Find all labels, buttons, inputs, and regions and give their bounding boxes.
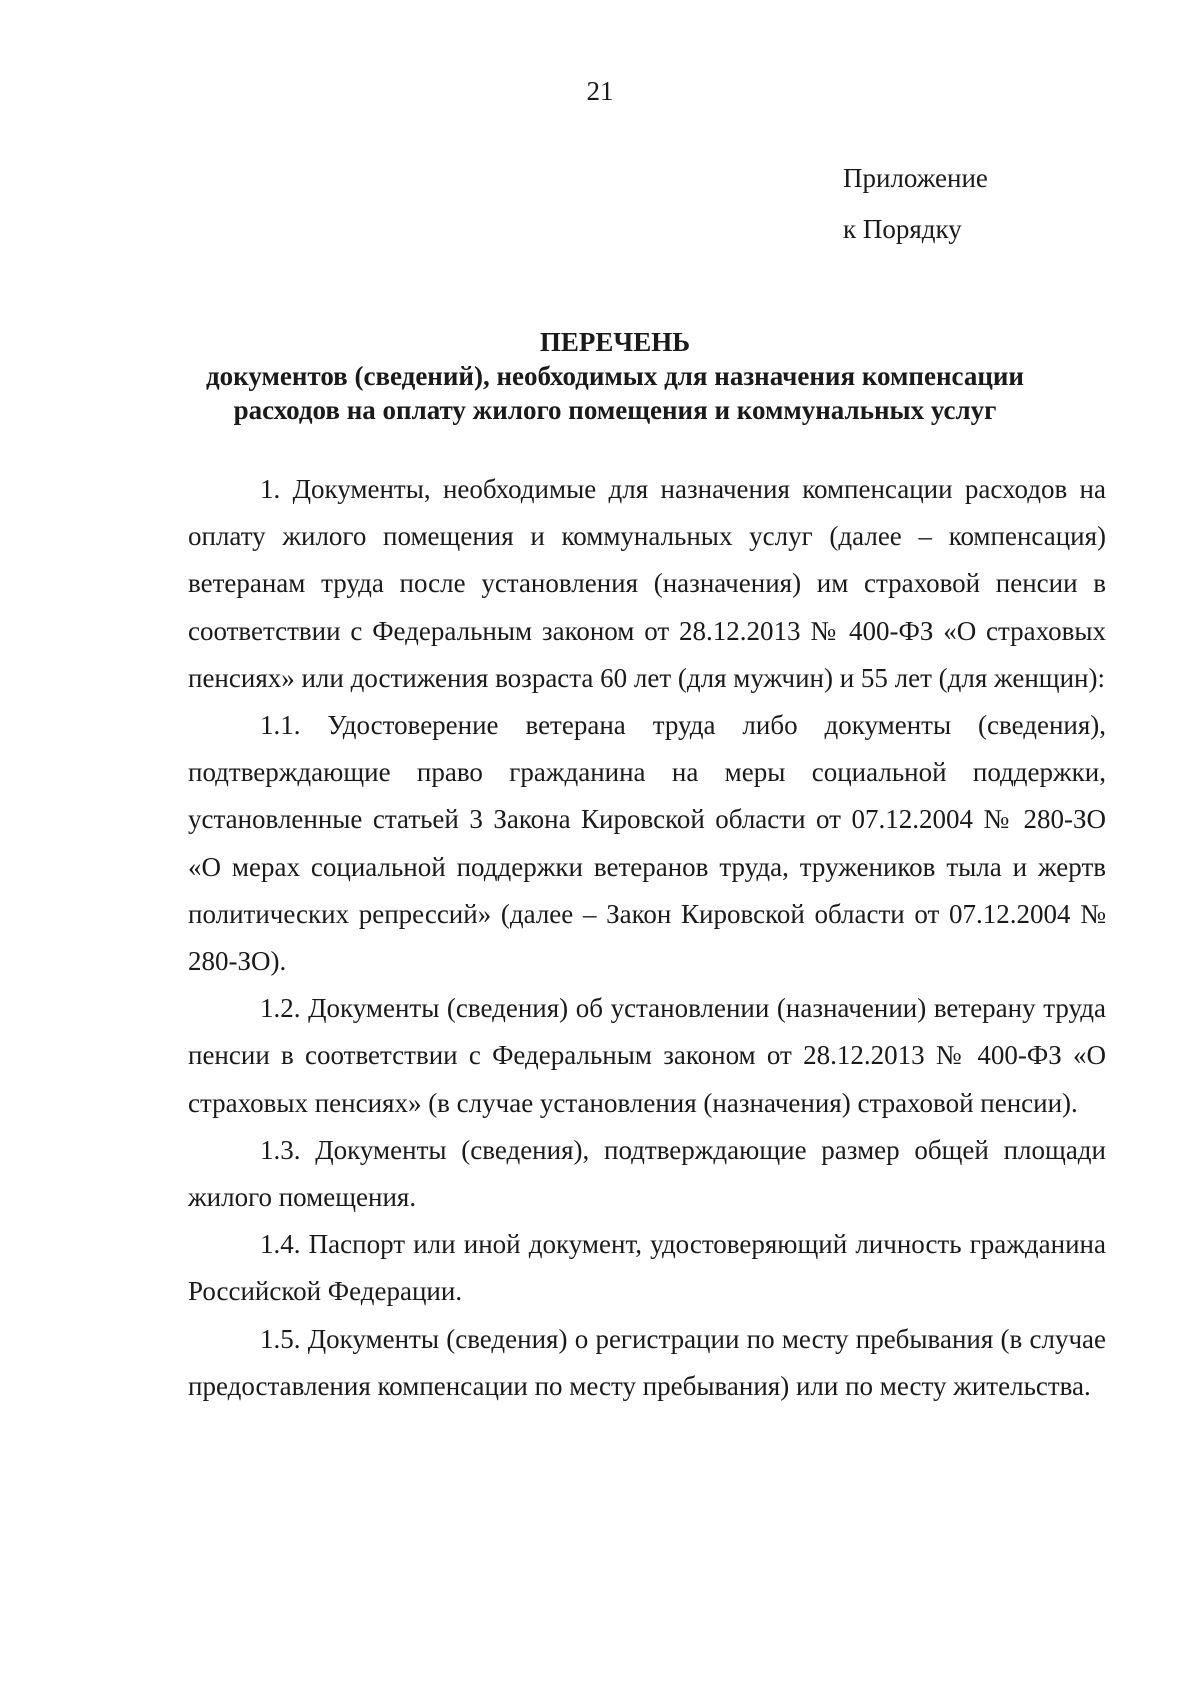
appendix-line-1: Приложение	[843, 163, 988, 193]
title-heading: ПЕРЕЧЕНЬ	[539, 327, 691, 357]
paragraph-1-3: 1.3. Документы (сведения), подтверждающие размер общей площади жилого помещения.	[188, 1134, 1106, 1213]
paragraph-1-2: 1.2. Документы (сведения) об установлении (назначении) ветерану труда пенсии в соответствии с Федеральным законом от 28.12.2013 № 400-ФЗ «О страховых пенсиях» (в случае установления (назначения) страховой пенсии).	[188, 993, 1106, 1118]
paragraph-1-5: 1.5. Документы (сведения) о регистрации по месту пребывания (в случае предоставления компенсации по месту пребывания) или по месту жительства.	[188, 1323, 1106, 1401]
document-body	[188, 466, 1106, 1410]
paragraph-1-1: 1.1. Удостоверение ветерана труда либо документы (сведения), подтверждающие право гражданина на меры социальной поддержки, установленные статьей 3 Закона Кировской области от 07.12.2004 № 280-ЗО «О мерах социальной поддержки ветеранов труда, тружеников тыла и жертв политических репрессий» (далее – Закон Кировской области от 07.12.2004 № 280-ЗО).	[188, 710, 1106, 977]
paragraph-1-4: 1.4. Паспорт или иной документ, удостоверяющий личность гражданина Российской Федерации.	[188, 1229, 1106, 1307]
title-line-2: расходов на оплату жилого помещения и коммунальных услуг	[233, 395, 997, 425]
title-line-1: документов (сведений), необходимых для назначения компенсации	[206, 361, 1024, 391]
paragraph-1: 1. Документы, необходимые для назначения компенсации расходов на оплату жилого помещения и коммунальных услуг (далее – компенсация) ветеранам труда после установления (назначения) им страховой пенсии в соответствии с Федеральным законом от 28.12.2013 № 400-ФЗ «О страховых пенсиях» или достижения возраста 60 лет (для мужчин) и 55 лет (для женщин):	[188, 474, 1106, 693]
appendix-line-2: к Порядку	[843, 214, 962, 244]
appendix-note	[843, 153, 988, 255]
document-title	[170, 325, 1060, 427]
page-number: 21	[586, 76, 614, 106]
